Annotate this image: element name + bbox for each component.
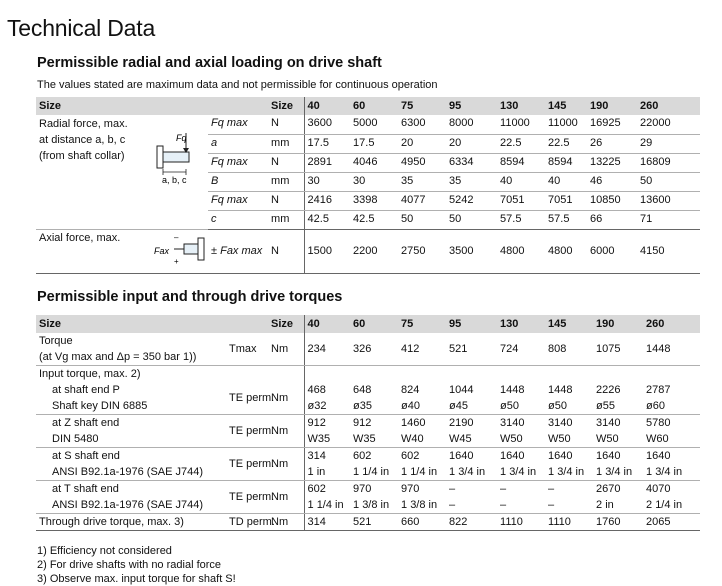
svg-text:Fq: Fq bbox=[176, 133, 187, 143]
value-cell: 46 bbox=[587, 172, 637, 191]
through-label: Through drive torque, max. 3) bbox=[36, 514, 226, 531]
sym-cell: ± Fax max bbox=[208, 229, 268, 273]
axial-label: Axial force, max. bbox=[36, 229, 151, 273]
footnote: 3) Observe max. input torque for shaft S! bbox=[37, 573, 236, 585]
value-cell: 1460 W40 bbox=[398, 415, 446, 448]
col-header: 260 bbox=[637, 97, 700, 115]
value-cell: 3500 bbox=[446, 229, 497, 273]
value-cell: 1448 ø50 bbox=[497, 382, 545, 415]
sym-cell: TE perm. bbox=[226, 382, 268, 415]
value-cell: 57.5 bbox=[497, 210, 545, 229]
col-header: 190 bbox=[593, 315, 643, 333]
input-torque-label: Input torque, max. 2) bbox=[39, 368, 141, 380]
unit-cell: Nm bbox=[268, 382, 304, 415]
sym-cell: Tmax bbox=[226, 333, 268, 366]
value-cell: 11000 bbox=[497, 115, 545, 134]
value-cell: 20 bbox=[398, 134, 446, 153]
value-cell: 824 ø40 bbox=[398, 382, 446, 415]
value-cell: 314 1 in bbox=[304, 448, 350, 481]
unit-cell: Nm bbox=[268, 481, 304, 514]
axial-row bbox=[36, 229, 700, 273]
value-cell: 234 bbox=[304, 333, 350, 366]
value-cell: 42.5 bbox=[350, 210, 398, 229]
value-cell: 1075 bbox=[593, 333, 643, 366]
value-cell: – – bbox=[497, 481, 545, 514]
svg-text:Fax: Fax bbox=[154, 245, 170, 256]
value-cell: 42.5 bbox=[304, 210, 350, 229]
axial-figure bbox=[151, 229, 208, 273]
loading-table bbox=[36, 97, 700, 274]
value-cell: 16925 bbox=[587, 115, 637, 134]
shaft-label: at T shaft end ANSI B92.1a-1976 (SAE J744) bbox=[36, 481, 226, 514]
shaft-radial-diagram bbox=[154, 115, 209, 185]
value-cell: 1110 bbox=[545, 514, 593, 531]
torque-row bbox=[36, 333, 700, 366]
value-cell: 4800 bbox=[497, 229, 545, 273]
unit-cell: Nm bbox=[268, 333, 304, 366]
page-title: Technical Data bbox=[7, 15, 156, 41]
value-cell: 4150 bbox=[637, 229, 700, 273]
value-cell: 5242 bbox=[446, 191, 497, 210]
value-cell: 4077 bbox=[398, 191, 446, 210]
size-header: Size bbox=[36, 97, 268, 115]
value-cell: 1640 1 3/4 in bbox=[643, 448, 700, 481]
value-cell: 1640 1 3/4 in bbox=[545, 448, 593, 481]
unit-cell: Nm bbox=[268, 415, 304, 448]
sym-cell: B bbox=[208, 172, 268, 191]
value-cell: 468 ø32 bbox=[304, 382, 350, 415]
size-header: Size bbox=[36, 315, 268, 333]
unit-cell: mm bbox=[268, 210, 304, 229]
col-header: 130 bbox=[497, 97, 545, 115]
value-cell: 30 bbox=[304, 172, 350, 191]
value-cell: 3600 bbox=[304, 115, 350, 134]
unit-cell: Nm bbox=[268, 514, 304, 531]
col-header: 40 bbox=[304, 97, 350, 115]
value-cell: 40 bbox=[545, 172, 587, 191]
unit-cell: mm bbox=[268, 172, 304, 191]
unit-cell: mm bbox=[268, 134, 304, 153]
value-cell: 1640 1 3/4 in bbox=[446, 448, 497, 481]
loading-note: The values stated are maximum data and not permissible for continuous operation bbox=[37, 79, 438, 91]
value-cell: 29 bbox=[637, 134, 700, 153]
value-cell: 970 1 3/8 in bbox=[350, 481, 398, 514]
torque-table bbox=[36, 315, 700, 531]
value-cell: 10850 bbox=[587, 191, 637, 210]
sym-cell: a bbox=[208, 134, 268, 153]
col-header: 145 bbox=[545, 97, 587, 115]
value-cell: 26 bbox=[587, 134, 637, 153]
value-cell: 521 bbox=[350, 514, 398, 531]
value-cell: 822 bbox=[446, 514, 497, 531]
value-cell: 1044 ø45 bbox=[446, 382, 497, 415]
col-header: 260 bbox=[643, 315, 700, 333]
value-cell: 314 bbox=[304, 514, 350, 531]
value-cell: 30 bbox=[350, 172, 398, 191]
sym-cell: TE perm. bbox=[226, 415, 268, 448]
value-cell: 50 bbox=[637, 172, 700, 191]
value-cell: 13600 bbox=[637, 191, 700, 210]
col-header: 75 bbox=[398, 315, 446, 333]
value-cell: 5000 bbox=[350, 115, 398, 134]
value-cell: 808 bbox=[545, 333, 593, 366]
value-cell: 16809 bbox=[637, 153, 700, 172]
value-cell: 13225 bbox=[587, 153, 637, 172]
section-heading-torques: Permissible input and through drive torques bbox=[37, 289, 343, 305]
col-header: 75 bbox=[398, 97, 446, 115]
value-cell: 8594 bbox=[545, 153, 587, 172]
torque-label: Torque (at Vg max and Δp = 350 bar 1)) bbox=[36, 333, 226, 366]
value-cell: 50 bbox=[446, 210, 497, 229]
value-cell: 4950 bbox=[398, 153, 446, 172]
unit-cell: N bbox=[268, 153, 304, 172]
value-cell: 412 bbox=[398, 333, 446, 366]
value-cell: 17.5 bbox=[350, 134, 398, 153]
value-cell: 912 W35 bbox=[350, 415, 398, 448]
svg-text:a, b, c: a, b, c bbox=[162, 175, 187, 185]
value-cell: 6300 bbox=[398, 115, 446, 134]
unit-cell: Nm bbox=[268, 448, 304, 481]
value-cell: 4046 bbox=[350, 153, 398, 172]
value-cell: 1500 bbox=[304, 229, 350, 273]
value-cell: 1448 bbox=[643, 333, 700, 366]
value-cell: 648 ø35 bbox=[350, 382, 398, 415]
value-cell: 20 bbox=[446, 134, 497, 153]
sym-cell: TE perm. bbox=[226, 448, 268, 481]
radial-figure bbox=[151, 115, 208, 229]
value-cell: 2416 bbox=[304, 191, 350, 210]
col-header: 60 bbox=[350, 97, 398, 115]
value-cell: 6000 bbox=[587, 229, 637, 273]
value-cell: 2065 bbox=[643, 514, 700, 531]
value-cell: 2891 bbox=[304, 153, 350, 172]
shaft-label: at Z shaft end DIN 5480 bbox=[36, 415, 226, 448]
value-cell: 521 bbox=[446, 333, 497, 366]
col-header: 145 bbox=[545, 315, 593, 333]
value-cell: 40 bbox=[497, 172, 545, 191]
value-cell: 724 bbox=[497, 333, 545, 366]
shaft-label: at shaft end P Shaft key DIN 6885 bbox=[36, 382, 226, 415]
value-cell: 7051 bbox=[497, 191, 545, 210]
col-header: 95 bbox=[446, 97, 497, 115]
value-cell: 4070 2 1/4 in bbox=[643, 481, 700, 514]
value-cell: 1110 bbox=[497, 514, 545, 531]
sym-cell: Fq max bbox=[208, 191, 268, 210]
section-heading-loading: Permissible radial and axial loading on drive shaft bbox=[37, 55, 382, 71]
value-cell: 22000 bbox=[637, 115, 700, 134]
value-cell: 1640 1 3/4 in bbox=[497, 448, 545, 481]
unit-cell: N bbox=[268, 229, 304, 273]
col-header: 60 bbox=[350, 315, 398, 333]
value-cell: – – bbox=[446, 481, 497, 514]
value-cell: 1448 ø50 bbox=[545, 382, 593, 415]
sym-cell: Fq max bbox=[208, 153, 268, 172]
value-cell: 17.5 bbox=[304, 134, 350, 153]
value-cell: 22.5 bbox=[497, 134, 545, 153]
value-cell: 7051 bbox=[545, 191, 587, 210]
value-cell: 326 bbox=[350, 333, 398, 366]
value-cell: 50 bbox=[398, 210, 446, 229]
col-header: 40 bbox=[304, 315, 350, 333]
value-cell: 2200 bbox=[350, 229, 398, 273]
value-cell: 1640 1 3/4 in bbox=[593, 448, 643, 481]
radial-label: Radial force, max. at distance a, b, c (from shaft collar) bbox=[36, 115, 151, 229]
col-header: 95 bbox=[446, 315, 497, 333]
size-header-2: Size bbox=[268, 315, 304, 333]
sym-cell: TD perm. bbox=[226, 514, 268, 531]
value-cell: 3140 W50 bbox=[497, 415, 545, 448]
unit-cell: N bbox=[268, 191, 304, 210]
value-cell: 602 1 1/4 in bbox=[304, 481, 350, 514]
size-header-2: Size bbox=[268, 97, 304, 115]
value-cell: 35 bbox=[446, 172, 497, 191]
shaft-axial-diagram bbox=[154, 230, 209, 268]
unit-cell: N bbox=[268, 115, 304, 134]
value-cell: 3140 W50 bbox=[545, 415, 593, 448]
value-cell: 5780 W60 bbox=[643, 415, 700, 448]
svg-text:–: – bbox=[174, 232, 179, 242]
footnote: 2) For drive shafts with no radial force bbox=[37, 559, 222, 571]
sym-cell: c bbox=[208, 210, 268, 229]
value-cell: 35 bbox=[398, 172, 446, 191]
through-drive-row bbox=[36, 514, 700, 531]
sym-cell: Fq max bbox=[208, 115, 268, 134]
loading-header-row bbox=[36, 97, 700, 115]
value-cell: 970 1 3/8 in bbox=[398, 481, 446, 514]
value-cell: 6334 bbox=[446, 153, 497, 172]
value-cell: 2226 ø55 bbox=[593, 382, 643, 415]
value-cell: 602 1 1/4 in bbox=[350, 448, 398, 481]
value-cell: 66 bbox=[587, 210, 637, 229]
value-cell: 660 bbox=[398, 514, 446, 531]
value-cell: 2787 ø60 bbox=[643, 382, 700, 415]
shaft-label: at S shaft end ANSI B92.1a-1976 (SAE J744) bbox=[36, 448, 226, 481]
value-cell: 11000 bbox=[545, 115, 587, 134]
value-cell: 602 1 1/4 in bbox=[398, 448, 446, 481]
col-header: 130 bbox=[497, 315, 545, 333]
sym-cell: TE perm. bbox=[226, 481, 268, 514]
value-cell: 2190 W45 bbox=[446, 415, 497, 448]
footnote: 1) Efficiency not considered bbox=[37, 545, 172, 557]
value-cell: 8594 bbox=[497, 153, 545, 172]
value-cell: 912 W35 bbox=[304, 415, 350, 448]
svg-text:+: + bbox=[174, 256, 179, 266]
value-cell: 1760 bbox=[593, 514, 643, 531]
value-cell: – – bbox=[545, 481, 593, 514]
value-cell: 3398 bbox=[350, 191, 398, 210]
value-cell: 57.5 bbox=[545, 210, 587, 229]
col-header: 190 bbox=[587, 97, 637, 115]
value-cell: 22.5 bbox=[545, 134, 587, 153]
value-cell: 3140 W50 bbox=[593, 415, 643, 448]
value-cell: 8000 bbox=[446, 115, 497, 134]
value-cell: 2670 2 in bbox=[593, 481, 643, 514]
footnotes bbox=[37, 544, 236, 586]
value-cell: 4800 bbox=[545, 229, 587, 273]
value-cell: 2750 bbox=[398, 229, 446, 273]
value-cell: 71 bbox=[637, 210, 700, 229]
